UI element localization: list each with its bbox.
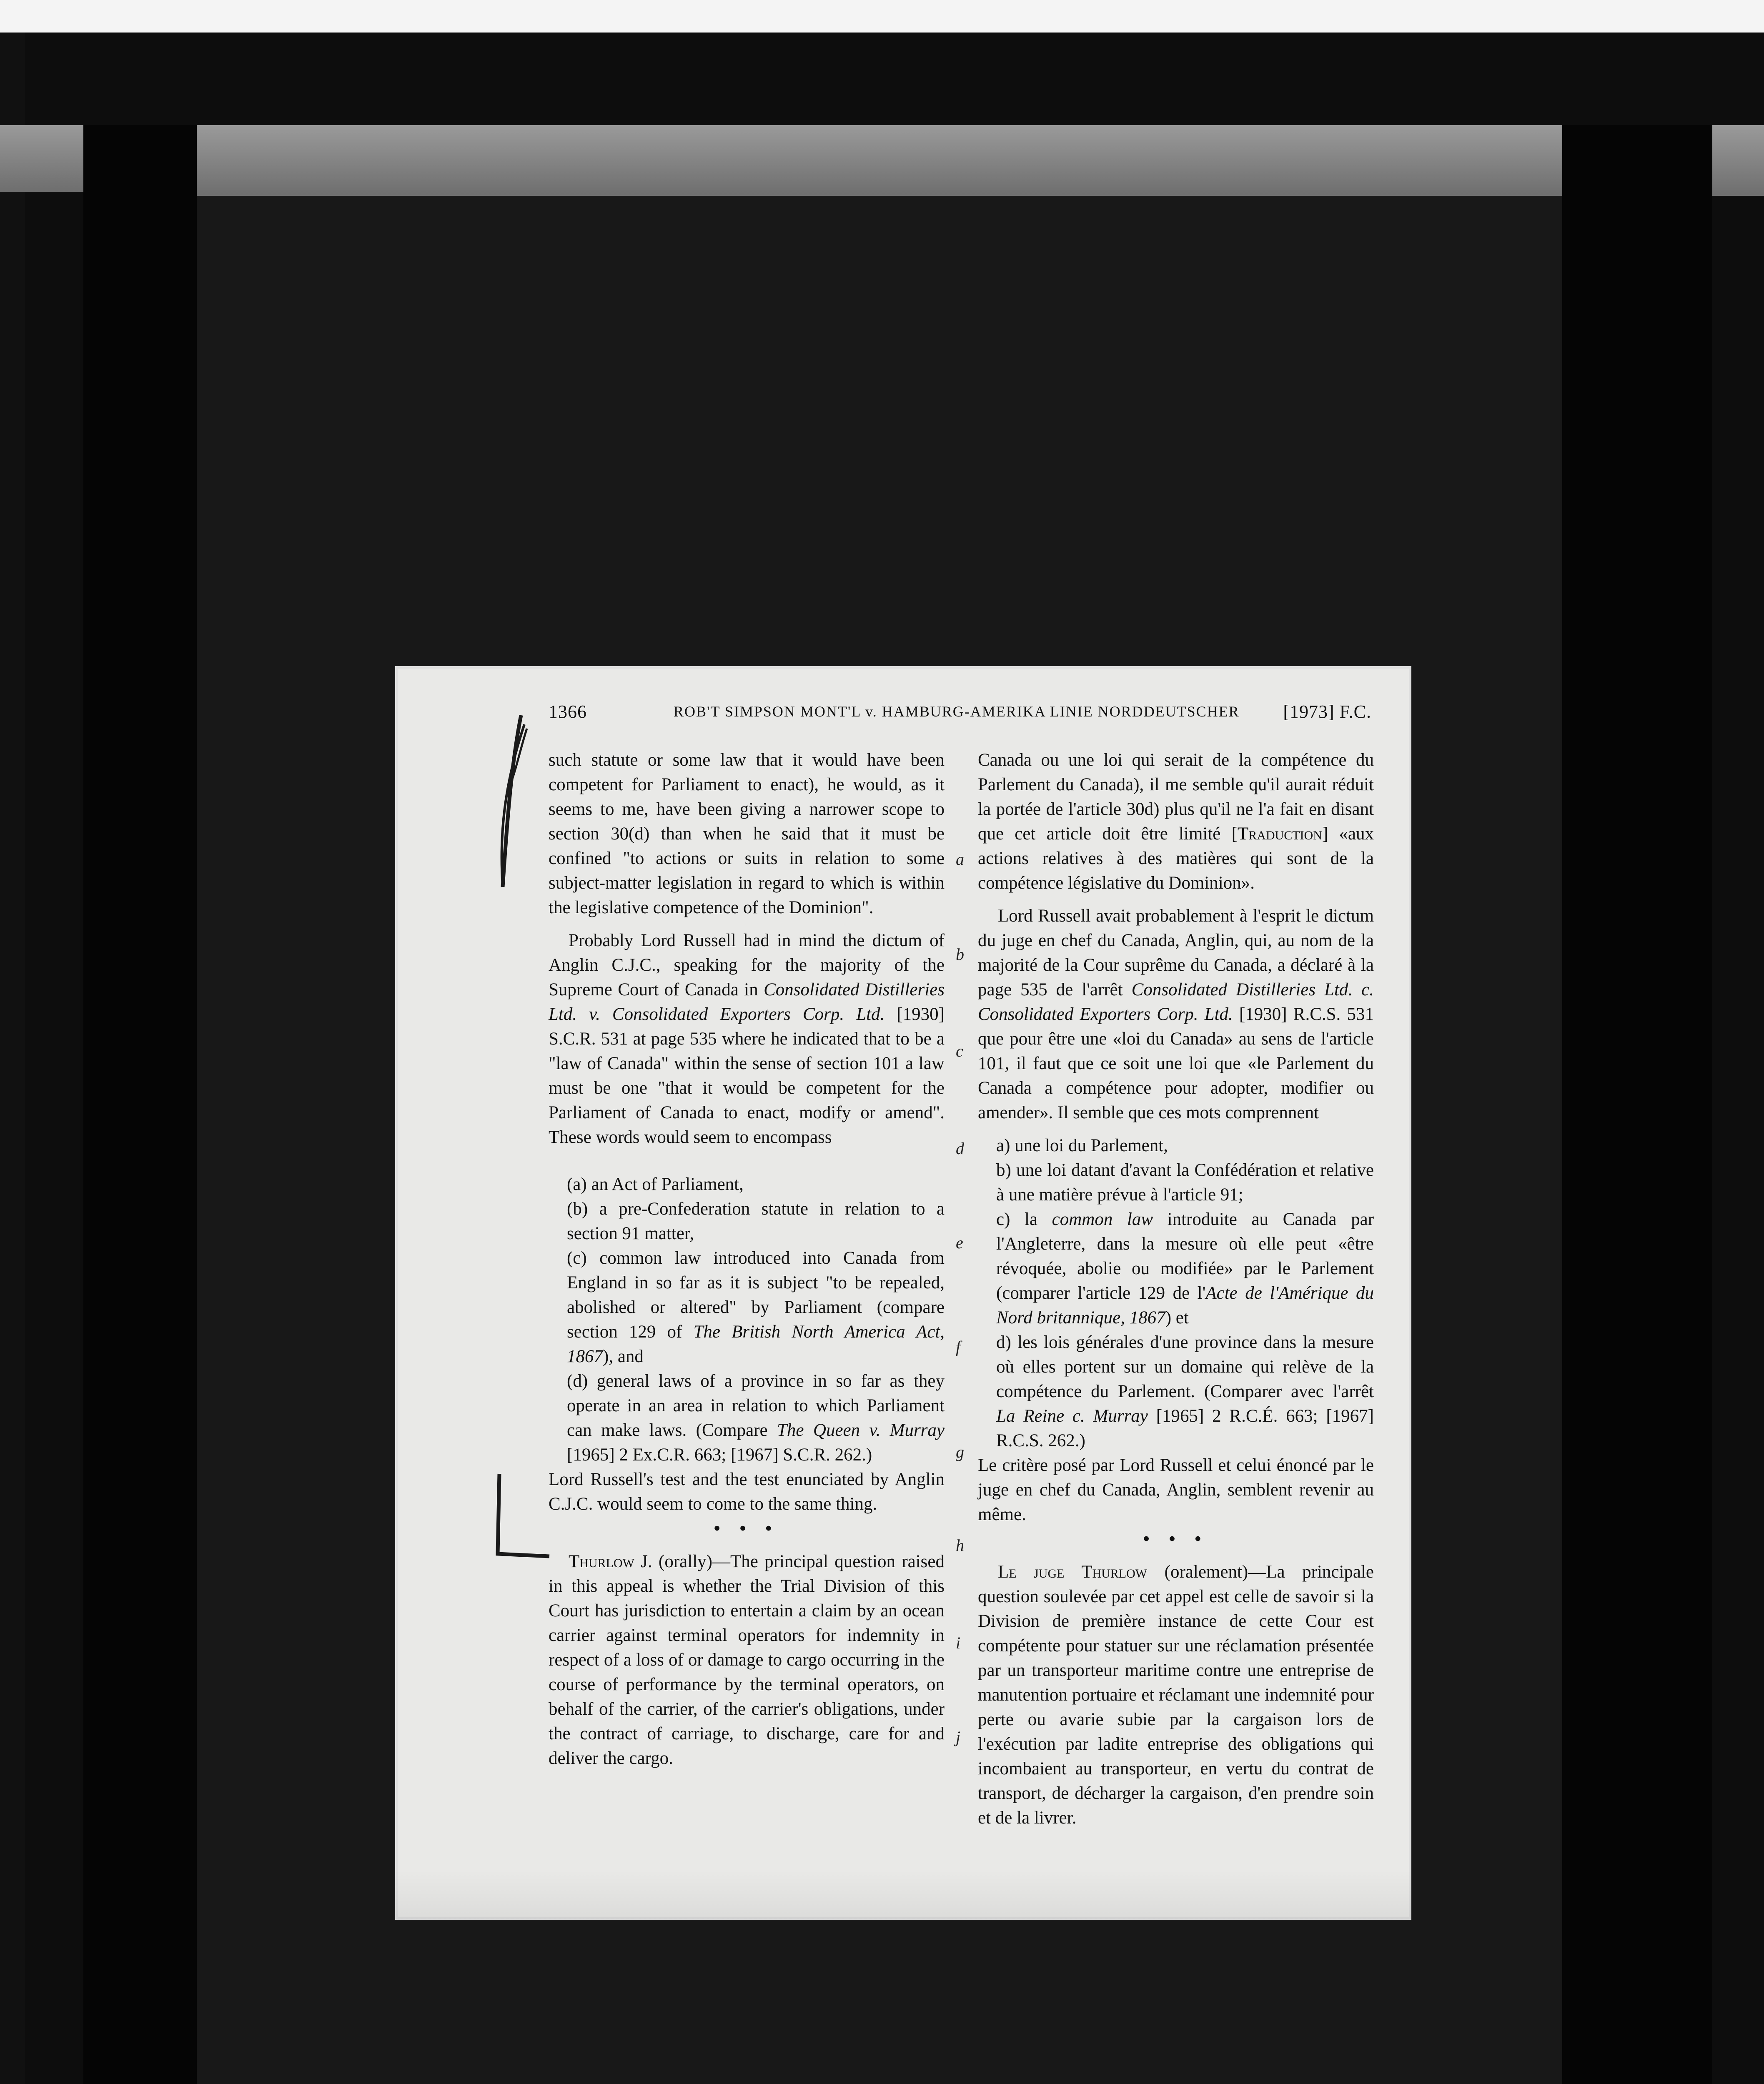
list-item: (b) a pre-Confederation statute in relation to a section 91 matter, <box>567 1199 945 1243</box>
list-item: (a) an Act of Parliament, <box>567 1175 744 1194</box>
paragraph: Le juge Thurlow (oralement)—La principale question soulevée par cet appel est celle de savoir si la Division de première instance de cette Cour est compétente pour statuer sur une réclamation présentée par un transporteur maritime contre une entreprise de manutention portuaire et réclamant une indemnité pour perte ou avarie subie par la cargaison lors de l'exécution par ladite entreprise des obligations qui incombaient au transporteur, en vertu du contrat de transport, de décharger la cargaison, d'en prendre soin et de la livrer. <box>978 1562 1374 1828</box>
case-name: Consolidated Distilleries Ltd. c. Consolidated Exporters Corp. Ltd. <box>978 980 1374 1024</box>
scan-top-margin <box>0 0 1764 33</box>
paragraph: such statute or some law that it would have been competent for Parliament to enact), he would, as it seems to me, have been giving a narrower scope to section 30(d) than when he said that it must be confined "to actions or suits in relation to some subject-matter legislation in regard to which is within the legislative competence of the Dominion". <box>549 750 945 917</box>
margin-letter-g: g <box>956 1443 964 1461</box>
film-top-bar <box>197 125 1562 196</box>
section-break: • • • <box>714 1519 779 1538</box>
margin-letter-f: f <box>956 1338 961 1356</box>
handwritten-mark-top <box>495 712 533 908</box>
list-item: (d) general laws of a province in so far as they operate in an area in relation to which Parliament can make laws. (Compare The Queen v. Murray [1965] 2 Ex.C.R. 663; [1967] S.C.R. 262.) <box>567 1371 945 1465</box>
list-item: (c) common law introduced into Canada from England in so far as it is subject "to be repealed, abolished or altered" by Parliament (compare section 129 of The British North America Act, 1867), and <box>567 1248 945 1366</box>
paragraph: Probably Lord Russell had in mind the dictum of Anglin C.J.C., speaking for the majority of the Supreme Court of Canada in Consolidated Distilleries Ltd. v. Consolidated Exporters Corp. Ltd. [1930] S.C.R. 531 at page 535 where he indicated that to be a "law of Canada" within the sense of section 101 a law must be one "that it would be competent for the Parliament of Canada to enact, modify or amend". These words would seem to encompass <box>549 931 945 1147</box>
page-number: 1366 <box>549 701 587 722</box>
margin-letter-d: d <box>956 1139 964 1158</box>
case-name: The Queen v. Murray <box>777 1420 945 1440</box>
citation: [1973] F.C. <box>1283 701 1371 722</box>
paragraph: Canada ou une loi qui serait de la compétence du Parlement du Canada), il me semble qu'il aurait réduit la portée de l'article 30d) plus qu'il ne l'a fait en disant que cet article doit être limité [Traduction] «aux actions relatives à des matières qui sont de la compétence législative du Dominion». <box>978 750 1374 893</box>
margin-letter-j: j <box>956 1728 961 1746</box>
film-separator-right <box>1562 125 1712 2084</box>
running-head <box>549 701 1371 726</box>
handwritten-bracket-bottom <box>487 1470 554 1566</box>
list-item: c) la common law introduite au Canada par l'Angleterre, dans la mesure où elle peut «être révoquée, abolie ou modifiée» par le Parlement (comparer l'article 129 de l'Acte de l'Amérique du Nord britannique, 1867) et <box>996 1210 1374 1328</box>
film-right-neighbor-bar <box>1712 125 1764 196</box>
case-name: La Reine c. Murray <box>996 1406 1148 1426</box>
section-break: • • • <box>1143 1529 1209 1549</box>
film-left-neighbor-bar <box>0 125 83 192</box>
case-name: Consolidated Distilleries Ltd. v. Consolidated Exporters Corp. Ltd. <box>549 980 945 1024</box>
act-name: Acte de l'Amérique du Nord britannique, 1867 <box>996 1283 1374 1328</box>
list-item: a) une loi du Parlement, <box>996 1136 1168 1155</box>
margin-letter-i: i <box>956 1633 961 1652</box>
margin-letter-a: a <box>956 850 964 869</box>
margin-letter-h: h <box>956 1536 964 1555</box>
document-page <box>395 666 1411 1920</box>
paragraph: Thurlow J. (orally)—The principal question raised in this appeal is whether the Trial Division of this Court has jurisdiction to entertain a claim by an ocean carrier against terminal operators for indemnity in respect of a loss of or damage to cargo occurring in the course of performance by the terminal operators, on behalf of the carrier, of the carrier's obligations, under the contract of carriage, to discharge, care for and deliver the cargo. <box>549 1552 945 1768</box>
film-separator-left <box>83 125 197 2084</box>
paragraph: Lord Russell's test and the test enunciated by Anglin C.J.C. would seem to come to the same thing. <box>549 1470 945 1514</box>
case-title: ROB'T SIMPSON MONT'L v. HAMBURG-AMERIKA LINIE NORDDEUTSCHER <box>674 703 1240 720</box>
paragraph: Lord Russell avait probablement à l'esprit le dictum du juge en chef du Canada, Anglin, qui, au nom de la majorité de la Cour suprême du Canada, a déclaré à la page 535 de l'arrêt Consolidated Distilleries Ltd. c. Consolidated Exporters Corp. Ltd. [1930] R.C.S. 531 que pour être une «loi du Canada» au sens de l'article 101, il faut que ce soit une loi que «le Parlement du Canada a compétence pour adopter, modifier ou amender». Il semble que ces mots comprennent <box>978 906 1374 1122</box>
list-item: d) les lois générales d'une province dans la mesure où elles portent sur un domaine qui relève de la compétence du Parlement. (Comparer avec l'arrêt La Reine c. Murray [1965] 2 R.C.É. 663; [1967] R.C.S. 262.) <box>996 1333 1374 1450</box>
margin-letter-b: b <box>956 945 964 964</box>
act-name: The British North America Act, 1867 <box>567 1322 945 1366</box>
french-column <box>978 748 1374 1830</box>
list-item: b) une loi datant d'avant la Confédération et relative à une matière prévue à l'article 91; <box>996 1160 1374 1205</box>
film-strip-left-edge <box>0 33 25 2084</box>
margin-letter-c: c <box>956 1042 963 1060</box>
paragraph: Le critère posé par Lord Russell et celui énoncé par le juge en chef du Canada, Anglin, semblent revenir au même. <box>978 1455 1374 1524</box>
judge-name: Thurlow J. <box>569 1552 652 1571</box>
margin-letter-e: e <box>956 1233 963 1252</box>
english-column <box>549 748 945 1771</box>
judge-name: Le juge Thurlow <box>998 1562 1148 1582</box>
